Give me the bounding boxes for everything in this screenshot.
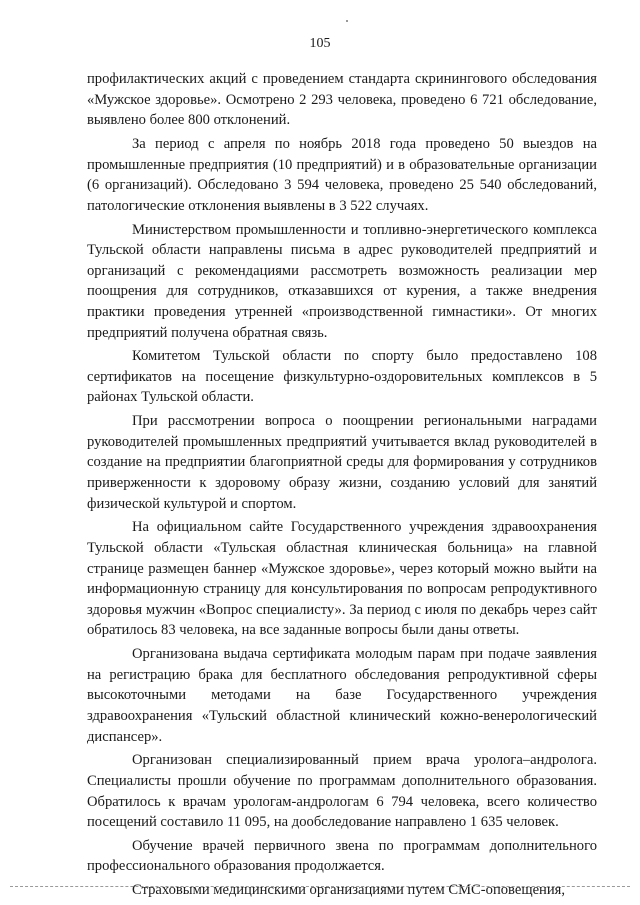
page-number: 105 bbox=[309, 36, 331, 51]
footer-dashed-line bbox=[10, 886, 630, 887]
scan-speck bbox=[346, 20, 348, 22]
paragraph: Организована выдача сертификата молодым парам при подаче заявления на регистрацию брака для бесплатного обследования репродуктивной сферы высокоточными методами на базе Государственного учреждения здравоохранения «Тульский областной клинический кожно-венерологический диспансер». bbox=[87, 646, 597, 745]
paragraph: При рассмотрении вопроса о поощрении региональными наградами руководителей промышленных предприятий учитывается вклад руководителей в создание на предприятии благоприятной среды для формирования у сотрудников приверженности к здоровому образу жизни, созданию условий для занятий физической культурой и спортом. bbox=[87, 413, 597, 512]
paragraph: Министерством промышленности и топливно-энергетического комплекса Тульской области направлены письма в адрес руководителей предприятий и организаций с рекомендациями рассмотреть возможность реализации мер поощрения для сотрудников, отказавшихся от курения, а также внедрения практики проведения утренней «производственной гимнастики». От многих предприятий получена обратная связь. bbox=[87, 221, 597, 341]
document-body bbox=[87, 69, 597, 904]
paragraph: Комитетом Тульской области по спорту было предоставлено 108 сертификатов на посещение физкультурно-оздоровительных комплексов в 5 районах Тульской области. bbox=[87, 348, 597, 406]
paragraph: Страховыми медицинскими организациями путем СМС-оповещения, bbox=[132, 882, 566, 899]
paragraph: Обучение врачей первичного звена по программам дополнительного профессионального образования продолжается. bbox=[87, 837, 597, 875]
paragraph: На официальном сайте Государственного учреждения здравоохранения Тульской области «Тульская областная клиническая больница» на главной странице размещен баннер «Мужское здоровье», через который можно выйти на информационную страницу для консультирования по вопросам репродуктивного здоровья мужчин «Вопрос специалисту». За период с июля по декабрь через сайт обратилось 83 человека, на все заданные вопросы были даны ответы. bbox=[87, 519, 597, 639]
paragraph-continued: профилактических акций с проведением стандарта скринингового обследования «Мужское здоровье». Осмотрено 2 293 человека, проведено 6 721 обследование, выявлено более 800 отклонений. bbox=[87, 71, 597, 129]
paragraph: Организован специализированный прием врача уролога–андролога. Специалисты прошли обучение по программам дополнительного образования. Обратилось к врачам урологам-андрологам 6 794 человека, всего количество посещений составило 11 095, на дообследование направлено 1 635 человек. bbox=[87, 752, 597, 831]
paragraph: За период с апреля по ноябрь 2018 года проведено 50 выездов на промышленные предприятия (10 предприятий) и в образовательные организации (6 организаций). Обследовано 3 594 человека, проведено 25 540 обследований, патологические отклонения выявлены в 3 522 случаях. bbox=[87, 135, 597, 214]
